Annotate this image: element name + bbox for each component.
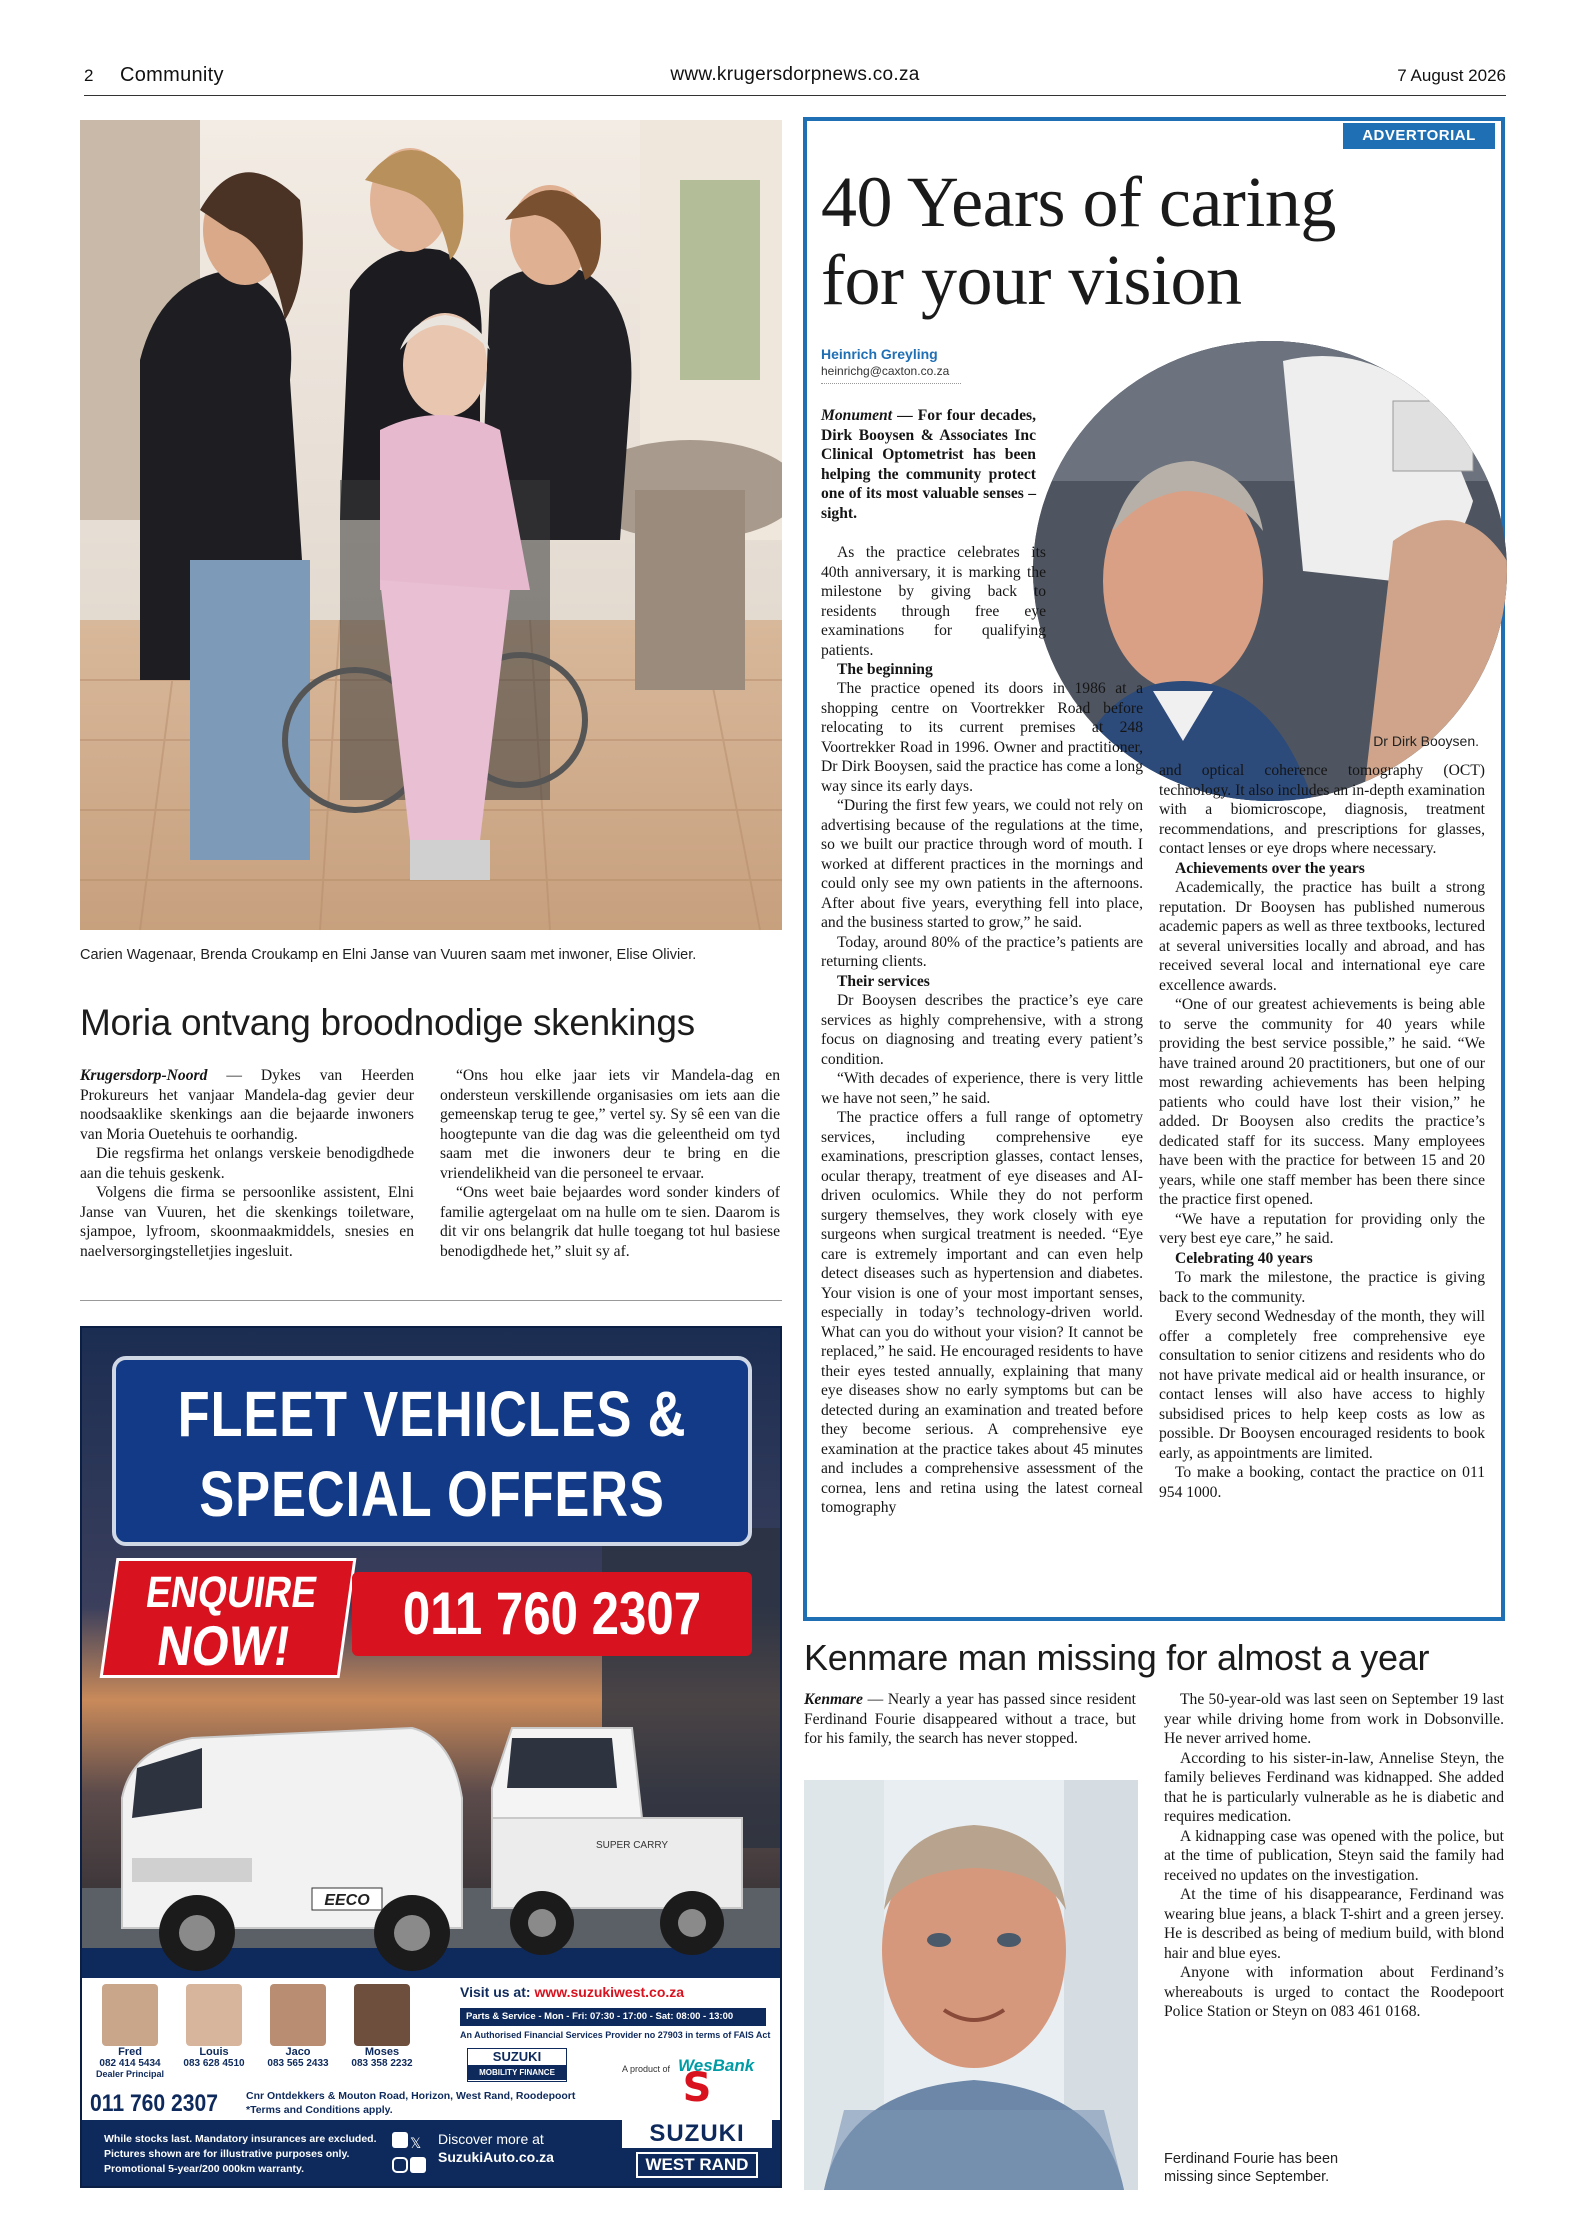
staff-phone[interactable]: 083 358 2232 <box>351 2058 413 2069</box>
advertorial-paragraph: The practice opened its doors in 1986 at a shopping centre on Voortrekker Road before relocating to its current premises at 248 Voortrekker Road in 1996. Owner and practitioner, Dr Dirk Booysen, said the practice has come a long way since its early days. <box>821 680 1143 795</box>
staff-photo <box>354 1984 410 2046</box>
terms-note: *Terms and Conditions apply. <box>246 2104 393 2116</box>
facebook-icon[interactable] <box>392 2132 408 2148</box>
advertorial-subhead: Celebrating 40 years <box>1175 1249 1313 1267</box>
dealer-address: Cnr Ontdekkers & Mouton Road, Horizon, West Rand, Roodepoort <box>246 2090 576 2102</box>
enquire-label: ENQUIRE <box>142 1568 321 1617</box>
website-url[interactable]: www.krugersdorpnews.co.za <box>670 64 920 85</box>
staff-role: Dealer Principal <box>95 2069 165 2079</box>
advertorial-paragraph: As the practice celebrates its 40th anniversary, it is marking the milestone by giving back to residents through free eye examinations for qualifying patients. <box>821 544 1046 659</box>
instagram-icon[interactable] <box>392 2157 408 2173</box>
suzuki-advert[interactable] <box>80 1326 782 2188</box>
moria-paragraph: “Ons hou elke jaar iets vir Mandela-dag en ondersteun verskillende organisasies om iets aan die gemeenskap terug te gee,” vertel sy. Sy sê een van die hoogtepunte van die dag was die geleentheid om tyd saam met die inwoners deur te bring en die vriendelikheid van die personeel te ervaar. <box>440 1067 780 1182</box>
fsp-notice: An Authorised Financial Services Provider no 27903 in terms of FAIS Act <box>460 2030 771 2040</box>
kenmare-intro <box>804 1690 1136 1749</box>
advertorial-paragraph: Dr Booysen describes the practice’s eye care services as highly comprehensive, with a strong focus on diagnosing and treating every patient’s condition. <box>821 992 1143 1068</box>
advertorial-paragraph: “One of our greatest achievements is being able to serve the community for 40 years while providing the best service possible,” he said. “We have trained around 20 practitioners, but one of our most rewarding achievements has been helping patients who could have lost their vision,” he added. Dr Booysen also credits the practice’s dedicated staff for its success. Many employees have been with the practice for between 15 and 20 years, while one staff member has been there since the practice first opened. <box>1159 996 1485 1208</box>
ferdinand-fourie-photo <box>804 1780 1138 2190</box>
advertorial-subhead: The beginning <box>837 661 933 678</box>
moria-column-1 <box>80 1066 414 1261</box>
discover-text: Discover more at SuzukiAuto.co.za <box>438 2131 554 2165</box>
advertorial-paragraph: “We have a reputation for providing only the very best eye care,” he said. <box>1159 1210 1485 1247</box>
staff-card <box>174 1984 254 2069</box>
advertorial-column-1 <box>821 679 1143 1518</box>
advertorial-paragraph: To mark the milestone, the practice is giving back to the community. <box>1159 1269 1485 1306</box>
advertorial-paragraph: Today, around 80% of the practice’s patients are returning clients. <box>821 933 1143 970</box>
visit-line: Visit us at: www.suzukiwest.co.za <box>460 1984 685 2000</box>
moria-divider <box>80 1300 782 1301</box>
staff-name: Jaco <box>285 2046 311 2058</box>
discover-url[interactable]: SuzukiAuto.co.za <box>438 2149 554 2165</box>
product-of-label: A product of <box>622 2064 671 2074</box>
staff-name: Fred <box>118 2046 142 2058</box>
advertorial-subhead: Achievements over the years <box>1175 859 1365 877</box>
byline-rule <box>821 383 961 384</box>
advertorial-box <box>803 117 1505 1621</box>
staff-phone[interactable]: 082 414 5434 <box>99 2058 161 2069</box>
suzuki-wordmark: SUZUKI <box>622 2120 772 2148</box>
kenmare-paragraph: At the time of his disappearance, Ferdinand was wearing blue jeans, a black T-shirt and a green jersey. He is described as being of medium build, with blond hair and blue eyes. <box>1164 1886 1504 1962</box>
moria-paragraph: “Ons weet baie bejaardes word sonder kinders of familie agtergelaat om na hulle om te sien. Daarom is dit vir ons belangrik dat hulle toegang tot hul basiese benodigdhede het,” sluit sy af. <box>440 1184 780 1260</box>
advertorial-subhead: Their services <box>837 972 930 990</box>
suzuki-logo-icon: S <box>682 2065 712 2111</box>
dr-booysen-caption: Dr Dirk Booysen. <box>1373 733 1479 749</box>
staff-card <box>90 1984 170 2079</box>
staff-photo <box>186 1984 242 2046</box>
ferdinand-caption: Ferdinand Fourie has been missing since September. <box>1164 2151 1339 2185</box>
enquire-now-badge[interactable] <box>100 1558 357 1678</box>
byline-email[interactable]: heinrichg@caxton.co.za <box>821 364 950 378</box>
advertorial-paragraph: Academically, the practice has built a strong reputation. Dr Booysen has published numerous academic papers as well as three textbooks, lectured at several universities locally and abroad, and has received several local and international eye care excellence awards. <box>1159 879 1485 994</box>
moria-photo-caption: Carien Wagenaar, Brenda Croukamp en Elni Janse van Vuuren saam met inwoner, Elise Olivier. <box>80 947 697 963</box>
x-icon[interactable]: 𝕏 <box>410 2136 422 2152</box>
kenmare-dateline: Kenmare <box>804 1691 863 1708</box>
staff-phone[interactable]: 083 565 2433 <box>267 2058 329 2069</box>
suzuki-headline-line2: SPECIAL OFFERS <box>199 1458 665 1530</box>
moria-column-2 <box>440 1066 780 1261</box>
moria-photo <box>80 120 782 930</box>
advertorial-lead-paragraph: Monument — For four decades, Dirk Booysen & Associates Inc Clinical Optometrist has been helping the community protect one of its most valuable senses – sight. <box>821 407 1036 522</box>
advertorial-paragraph: Every second Wednesday of the month, they will offer a completely free comprehensive eye consultation to senior citizens and residents who do not have private medical aid or health insurance, or contact lenses will also have access to highly subsidised prices to help keep costs as low as possible. Dr Booysen encouraged residents to book early, as appointments are limited. <box>1159 1308 1485 1462</box>
moria-paragraph: Krugersdorp-Noord — Dykes van Heerden Prokureurs het vanjaar Mandela-dag gevier deur noodsaaklike skenkings aan die bejaarde inwoners van Moria Ouetehuis te oorhandig. <box>80 1067 414 1143</box>
issue-date: 7 August 2026 <box>1397 66 1506 85</box>
advertorial-headline: 40 Years of caring for your vision <box>821 162 1336 320</box>
advertorial-col1-top <box>821 543 1046 680</box>
truck-badge: SUPER CARRY <box>595 1840 669 1851</box>
kenmare-headline: Kenmare man missing for almost a year <box>804 1637 1430 1678</box>
visit-url[interactable]: www.suzukiwest.co.za <box>534 1984 685 2000</box>
van-plate-label: EECO <box>324 1892 370 1909</box>
staff-photo <box>102 1984 158 2046</box>
kenmare-lead-paragraph: Kenmare — Nearly a year has passed since resident Ferdinand Fourie disappeared without a trace, but for his family, the search has never stopped. <box>804 1691 1136 1747</box>
enquire-phone: 011 760 2307 <box>402 1580 702 1647</box>
now-label: NOW! <box>153 1614 295 1677</box>
suzuki-finance-logo: SUZUKI MOBILITY FINANCE <box>467 2048 567 2082</box>
page-number: 2 <box>84 66 94 85</box>
advertorial-paragraph: “During the first few years, we could not rely on advertising because of the regulations at the time, so we built our practice through word of mouth. I worked at different practices in the mornings and could only see my own patients in the afternoons. After about five years, everything fell into place, and the business started to grow,” he said. <box>821 797 1143 931</box>
wesbank-logo: WesBank <box>678 2056 755 2075</box>
linkedin-icon[interactable] <box>410 2157 426 2173</box>
moria-paragraph: Die regsfirma het onlangs verskeie benodigdhede aan die tehuis geskenk. <box>80 1145 414 1182</box>
advertorial-dateline: Monument <box>821 407 893 424</box>
advertorial-paragraph: To make a booking, contact the practice on 011 954 1000. <box>1159 1464 1485 1501</box>
moria-headline: Moria ontvang broodnodige skenkings <box>80 1002 695 1043</box>
social-icons <box>392 2132 432 2178</box>
advertorial-paragraph: and optical coherence tomography (OCT) technology. It also includes an in-depth examination with a biomicroscope, diagnosis, treatment recommendations, and prescriptions for glasses, contact lenses or eye drops where necessary. <box>1159 762 1485 857</box>
moria-dateline: Krugersdorp-Noord <box>80 1067 208 1084</box>
suzuki-headline-line1: FLEET VEHICLES & <box>177 1378 687 1450</box>
suzuki-headline-box <box>112 1356 752 1546</box>
disclaimer: While stocks last. Mandatory insurances are excluded. Pictures shown are for illustrative purposes only. Promotional 5-year/200 000km warranty. <box>104 2133 377 2175</box>
suzuki-info-panel <box>82 1978 780 2120</box>
staff-name: Moses <box>364 2046 400 2058</box>
kenmare-paragraph: According to his sister-in-law, Annelise Steyn, the family believes Ferdinand was kidnapped. She added that he is particularly vulnerable as he is diabetic and requires medication. <box>1164 1749 1504 1825</box>
bottom-phone[interactable]: 011 760 2307 <box>90 2090 219 2117</box>
advertorial-column-2 <box>1159 761 1485 1502</box>
moria-photo-image <box>80 120 782 930</box>
staff-card <box>342 1984 422 2069</box>
staff-card <box>258 1984 338 2069</box>
page-header <box>84 66 1506 96</box>
enquire-phone-box[interactable] <box>352 1572 752 1656</box>
advertorial-paragraph: “With decades of experience, there is very little we have not seen,” he said. <box>821 1070 1143 1107</box>
service-hours: Parts & Service - Mon - Fri: 07:30 - 17:00 - Sat: 08:00 - 13:00 <box>460 2008 766 2026</box>
ferdinand-fourie-photo-image <box>804 1780 1138 2190</box>
staff-photo <box>270 1984 326 2046</box>
kenmare-paragraph: The 50-year-old was last seen on September 19 last year while driving home from work in Dobsonville. He never arrived home. <box>1164 1691 1504 1747</box>
kenmare-paragraph: Anyone with information about Ferdinand’s whereabouts is urged to contact the Roodepoort Police Station or Steyn on 083 461 0168. <box>1164 1964 1504 2020</box>
advertorial-badge: ADVERTORIAL <box>1343 123 1495 149</box>
kenmare-paragraph: A kidnapping case was opened with the police, but at the time of publication, Steyn said the family had received no updates on the investigation. <box>1164 1827 1504 1884</box>
advertorial-intro <box>821 406 1036 523</box>
advertorial-paragraph: The practice offers a full range of optometry services, including comprehensive eye examinations, prescription glasses, contact lenses, ocular therapy, treatment of eye diseases and AI-driven oculomics. While they do not perform surgery themselves, they work closely with eye surgeons when surgical treatment is needed. “Eye care is extremely important and can even help detect diseases such as hypertension and diabetes. Your vision is one of your most important senses, especially in today’s technology-driven world. What can you do without your vision? It cannot be replaced,” he said. He encouraged residents to have their eyes tested annually, explaining that many eye diseases show no early symptoms but can be detected during an examination and treated before they become serious. A comprehensive eye examination at the practice takes about 45 minutes and includes a comprehensive assessment of the cornea, lens and retina using the latest corneal tomography <box>821 1109 1143 1516</box>
kenmare-column-2 <box>1164 1690 1504 2022</box>
staff-name: Louis <box>199 2046 229 2058</box>
moria-paragraph: Volgens die firma se persoonlike assistent, Elni Janse van Vuuren, het die skenkings toiletware, sjampoe, lyfroom, skoonmaakmiddels, snesies en naelversorgingstelletjies ingesluit. <box>80 1184 414 1260</box>
staff-phone[interactable]: 083 628 4510 <box>183 2058 245 2069</box>
byline-author: Heinrich Greyling <box>821 346 938 362</box>
west-rand-label: WEST RAND <box>636 2152 758 2178</box>
suzuki-vehicles <box>112 1708 752 1978</box>
section-name: Community <box>120 64 224 86</box>
